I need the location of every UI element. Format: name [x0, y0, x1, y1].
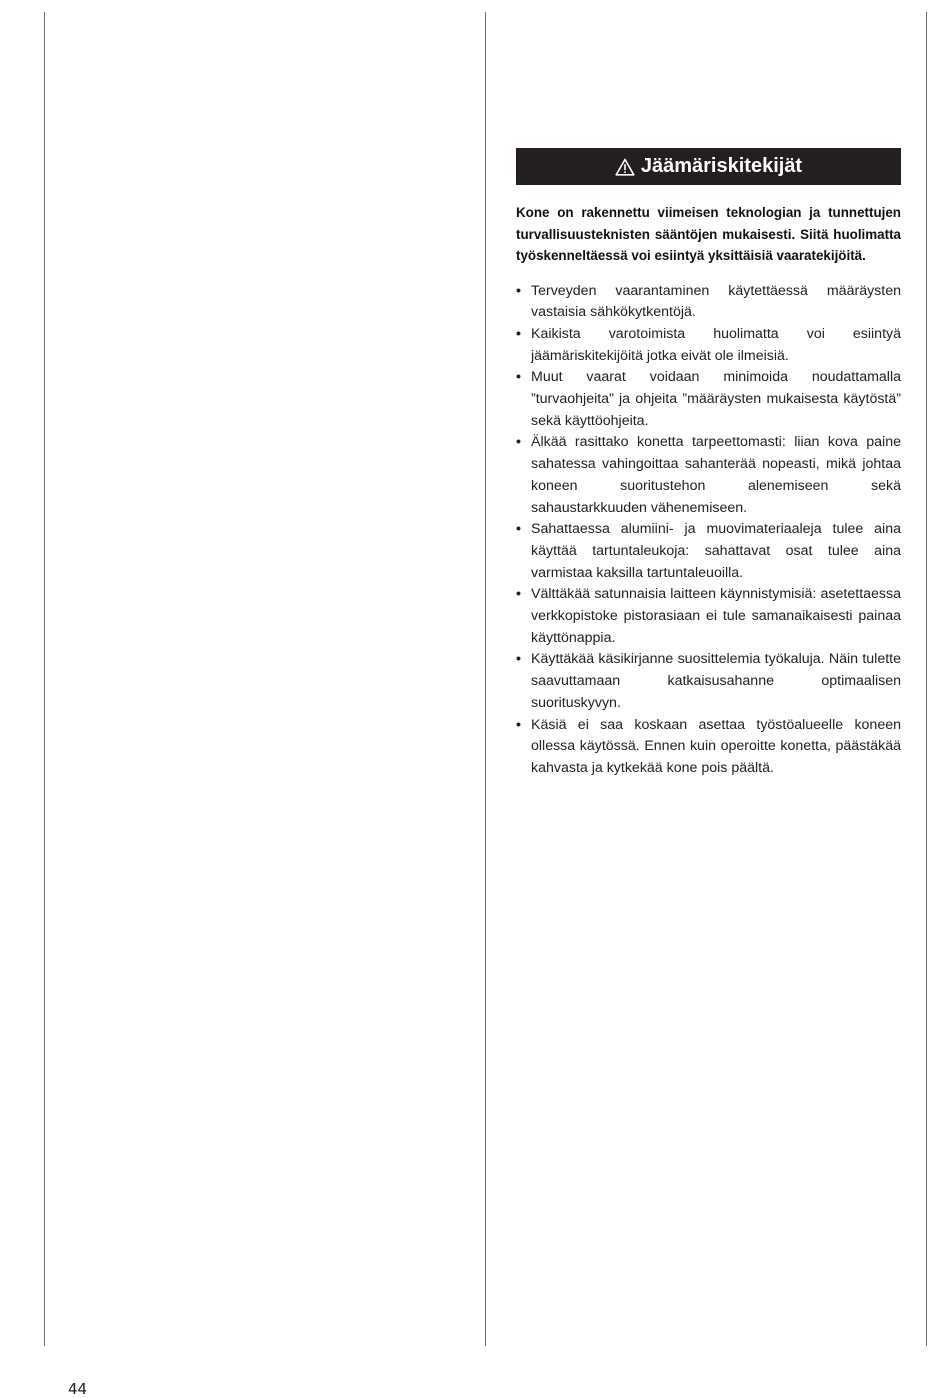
list-item: • Kaikista varotoimista huolimatta voi esiintyä jäämäriskitekijöitä jotka eivät ole ilmeisiä.	[516, 325, 901, 364]
bullet-icon: •	[516, 586, 521, 603]
bullet-icon: •	[516, 651, 521, 668]
list-item: • Älkää rasittako konetta tarpeettomasti: liian kova paine sahatessa vahingoittaa sahanterää nopeasti, mikä johtaa koneen suoritustehon alenemiseen sekä sahaustarkkuuden vähenemiseen.	[516, 434, 901, 516]
center-column-rule	[485, 12, 486, 1346]
list-item: • Sahattaessa alumiini- ja muovimateriaaleja tulee aina käyttää tartuntaleukoja: sahattavat osat tulee aina varmistaa kaksilla tartuntaleuoilla.	[516, 521, 901, 581]
bullet-icon: •	[516, 369, 521, 386]
intro-paragraph: Kone on rakennettu viimeisen teknologian ja tunnettujen turvallisuusteknisten sääntöjen mukaisesti. Siitä huolimatta työskenneltäessä voi esiintyä yksittäisiä vaaratekijöitä.	[516, 205, 901, 264]
section-title: Jäämäriskitekijät	[640, 155, 803, 177]
bullet-icon: •	[516, 716, 521, 733]
list-item: • Käyttäkää käsikirjanne suosittelemia työkaluja. Näin tulette saavuttamaan katkaisusahanne optimaalisen suorituskyvyn.	[516, 651, 901, 711]
right-column-rule	[926, 12, 927, 1346]
section-title-bar	[516, 148, 901, 185]
bullet-icon: •	[516, 434, 521, 451]
warning-triangle-icon	[615, 158, 635, 176]
bullet-icon: •	[516, 325, 521, 342]
bullet-icon: •	[516, 282, 521, 299]
risk-list	[516, 281, 901, 780]
list-item: • Käsiä ei saa koskaan asettaa työstöalueelle koneen ollessa käytössä. Ennen kuin operoitte konetta, päästäkää kahvasta ja kytkekää kone pois päältä.	[516, 716, 901, 776]
residual-risks-section	[516, 148, 901, 780]
list-item: • Terveyden vaarantaminen käytettäessä määräysten vastaisia sähkökytkentöjä.	[516, 282, 901, 321]
list-item: • Muut vaarat voidaan minimoida noudattamalla ”turvaohjeita” ja ohjeita ”määräysten mukaisesta käytöstä” sekä käyttöohjeita.	[516, 369, 901, 429]
page-number: 44	[68, 1380, 88, 1398]
left-column-rule	[44, 12, 45, 1346]
list-item: • Välttäkää satunnaisia laitteen käynnistymisiä: asetettaessa verkkopistoke pistorasiaan ei tule samanaikaisesti painaa käyttönappia.	[516, 586, 901, 646]
bullet-icon: •	[516, 521, 521, 538]
